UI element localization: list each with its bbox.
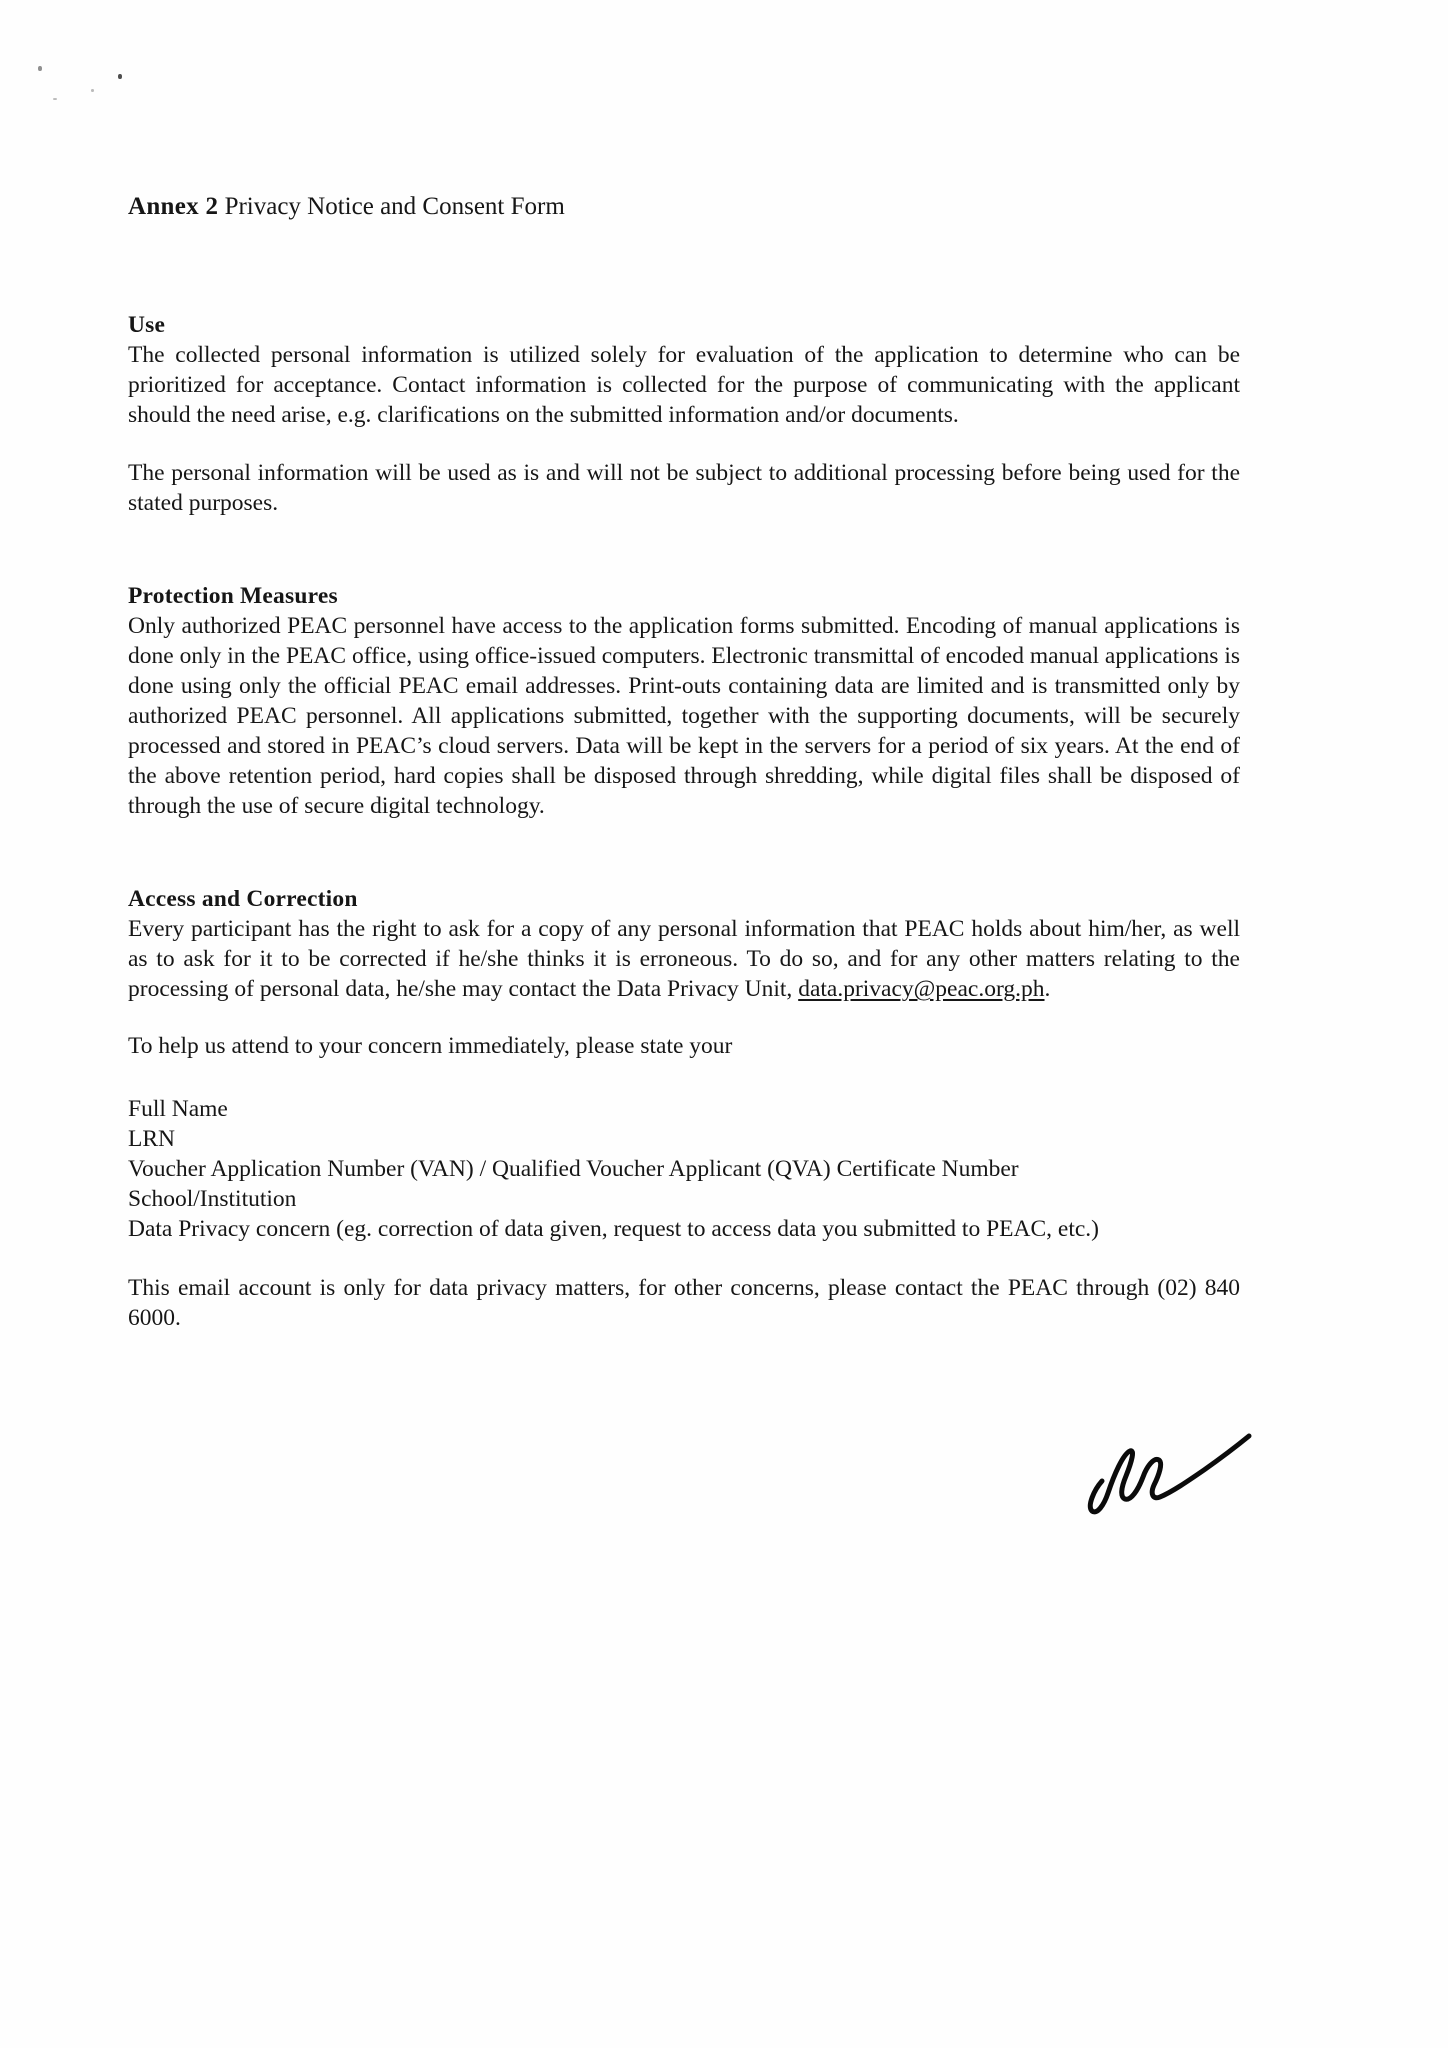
use-paragraph-1: The collected personal information is utilized solely for evaluation of the application to determine who can be prioritized for acceptance. Contact information is collected for the purpose of communicating with the applicant should the need arise, e.g. clarifications on the submitted information and/or documents. <box>128 342 1240 428</box>
access-paragraph-period: . <box>1044 976 1051 1002</box>
section-protection-measures <box>128 581 1240 821</box>
access-paragraph <box>128 914 1240 1004</box>
list-item-lrn: LRN <box>128 1126 175 1152</box>
section-use <box>128 310 1240 518</box>
protection-paragraph: Only authorized PEAC personnel have access to the application forms submitted. Encoding of manual applications is done only in the PEAC office, using office-issued computers. Electronic transmittal of encoded manual applications is done using only the official PEAC email addresses. Print-outs containing data are limited and is transmitted only by authorized PEAC personnel. All applications submitted, together with the supporting documents, will be securely processed and stored in PEAC’s cloud servers. Data will be kept in the servers for a period of six years. At the end of the above retention period, hard copies shall be disposed through shredding, while digital files shall be disposed of through the use of secure digital technology. <box>128 613 1240 819</box>
scan-speck <box>53 98 57 100</box>
section-heading-use: Use <box>128 312 166 338</box>
use-paragraph-2: The personal information will be used as is and will not be subject to additional processing before being used for the stated purposes. <box>128 460 1240 516</box>
annex-label: Annex 2 <box>128 193 219 220</box>
scan-speck <box>38 66 42 71</box>
state-your-prompt: To help us attend to your concern immediately, please state your <box>128 1033 733 1059</box>
list-item-privacy-concern: Data Privacy concern (eg. correction of data given, request to access data you submitted to PEAC, etc.) <box>128 1216 1099 1242</box>
closing-paragraph: This email account is only for data privacy matters, for other concerns, please contact the PEAC through (02) 840 6000. <box>128 1275 1240 1331</box>
section-heading-access: Access and Correction <box>128 886 358 912</box>
list-item-school: School/Institution <box>128 1186 297 1212</box>
list-item-van-qva: Voucher Application Number (VAN) / Qualified Voucher Applicant (QVA) Certificate Number <box>128 1156 1019 1182</box>
document-body <box>128 192 1240 1333</box>
scan-speck <box>118 74 122 79</box>
access-paragraph-text: Every participant has the right to ask for a copy of any personal information that PEAC holds about him/her, as well as to ask for it to be corrected if he/she thinks it is erroneous. To do so, and for any other matters relating to the processing of personal data, he/she may contact the Data Privacy Unit, <box>128 916 1240 1002</box>
section-access-correction <box>128 884 1240 1061</box>
page-title-text: Privacy Notice and Consent Form <box>218 193 565 220</box>
scan-speck <box>91 89 94 92</box>
section-heading-protection: Protection Measures <box>128 583 338 609</box>
list-item-full-name: Full Name <box>128 1096 228 1122</box>
page-title <box>128 192 1240 222</box>
privacy-email-address: data.privacy@peac.org.ph <box>798 976 1045 1002</box>
required-details-list <box>128 1094 1240 1244</box>
handwritten-signature <box>1080 1424 1255 1529</box>
